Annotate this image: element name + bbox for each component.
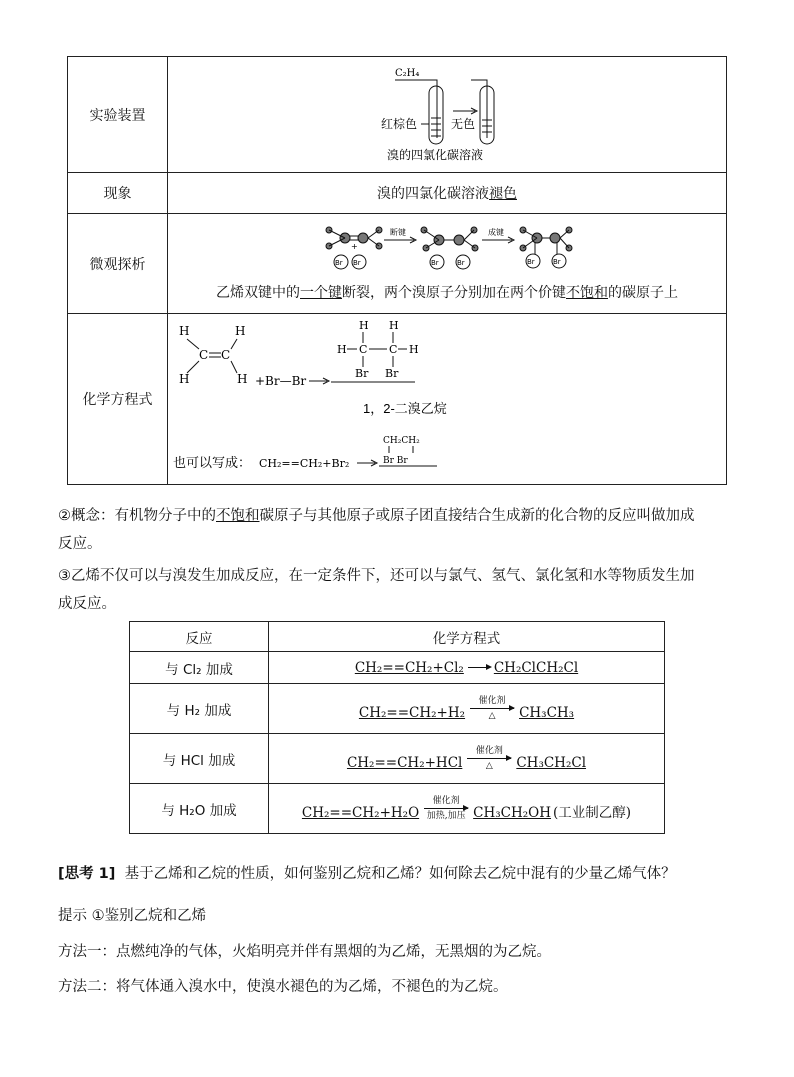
think-tag: [思考 1] — [58, 866, 116, 882]
svg-text:Br: Br — [431, 258, 439, 267]
form-bond-label: 成键 — [488, 227, 504, 237]
alt-equation: CH₂==CH₂+Br₂ — [259, 457, 350, 470]
left-color: 红棕色 — [381, 117, 418, 131]
table-row: 与 H₂ 加成 CH₂==CH₂+H₂ 催化剂 △ CH₃CH₃ — [130, 684, 665, 734]
svg-text:Br Br: Br Br — [383, 456, 408, 466]
plus-br2: +Br—Br — [255, 374, 307, 388]
label-equation: 化学方程式 — [68, 314, 168, 485]
addition-reactions-table — [129, 621, 665, 834]
other-additions-paragraph: ③乙烯不仅可以与溴发生加成反应，在一定条件下，还可以与氯气、氢气、氯化氢和水等物质发生加 成反应。 — [58, 568, 695, 612]
header-equation: 化学方程式 — [269, 622, 665, 652]
svg-text:Br: Br — [385, 367, 399, 380]
svg-text:+: + — [351, 241, 358, 251]
phenomenon-cell: 溴的四氯化碳溶液褪色 — [168, 173, 727, 214]
method-two: 方法二：将气体通入溴水中，使溴水褪色的为乙烯，不褪色的为乙烷。 — [58, 979, 508, 995]
svg-text:C: C — [389, 343, 398, 356]
svg-text:H: H — [389, 319, 399, 332]
svg-text:H: H — [179, 324, 190, 338]
svg-text:Br: Br — [355, 367, 369, 380]
svg-text:Br: Br — [457, 258, 465, 267]
experiment-table — [67, 56, 727, 485]
svg-text:H: H — [235, 324, 246, 338]
svg-text:H: H — [359, 319, 369, 332]
svg-text:H: H — [337, 343, 347, 356]
svg-text:H: H — [237, 372, 248, 386]
svg-text:C: C — [199, 348, 209, 362]
svg-text:Br: Br — [335, 258, 343, 267]
left-test-tube — [429, 86, 443, 144]
break-bond-label: 断键 — [390, 227, 406, 237]
svg-text:CH₂CH₂: CH₂CH₂ — [383, 436, 420, 446]
svg-text:C: C — [221, 348, 231, 362]
table-row: 与 H₂O 加成 CH₂==CH₂+H₂O 催化剂 加热,加压 CH₃CH₂OH (工业制乙醇) — [130, 784, 665, 834]
apparatus-figure — [168, 57, 727, 173]
table-row: 与 HCl 加成 CH₂==CH₂+HCl 催化剂 △ CH₃CH₂Cl — [130, 734, 665, 784]
apparatus-caption: 溴的四氯化碳溶液 — [387, 148, 484, 162]
table-row: 与 Cl₂ 加成 CH₂==CH₂+Cl₂ CH₂ClCH₂Cl — [130, 652, 665, 684]
hint-line: 提示 ①鉴别乙烷和乙烯 — [58, 908, 207, 924]
micro-cell — [168, 214, 727, 314]
header-reaction: 反应 — [130, 622, 269, 652]
svg-text:C: C — [359, 343, 368, 356]
micro-description: 乙烯双键中的一个键断裂，两个溴原子分别加在两个价键不饱和的碳原子上 — [216, 284, 678, 301]
method-one: 方法一：点燃纯净的气体，火焰明亮并伴有黑烟的为乙烯，无黑烟的为乙烷。 — [58, 944, 551, 960]
equation-cell — [168, 314, 727, 485]
label-micro: 微观探析 — [68, 214, 168, 314]
svg-text:Br: Br — [527, 257, 535, 266]
svg-text:H: H — [409, 343, 419, 356]
label-apparatus: 实验装置 — [68, 57, 168, 173]
gas-label: C₂H₄ — [395, 68, 420, 79]
label-phenomenon: 现象 — [68, 173, 168, 214]
product-name: 1，2-二溴乙烷 — [363, 401, 447, 416]
bromination-equation — [169, 315, 725, 483]
alt-prefix: 也可以写成： — [173, 455, 252, 470]
think-question: [思考 1] 基于乙烯和乙烷的性质，如何鉴别乙烷和乙烯？如何除去乙烷中混有的少量乙烯气体？ — [58, 866, 676, 882]
concept-paragraph: ②概念：有机物分子中的不饱和碳原子与其他原子或原子团直接结合生成新的化合物的反应叫做加成 反应。 — [58, 508, 695, 552]
right-color: 无色 — [451, 117, 476, 131]
svg-text:Br: Br — [553, 257, 561, 266]
micro-model-figure — [169, 216, 725, 276]
svg-text:Br: Br — [353, 258, 361, 267]
svg-text:H: H — [179, 372, 190, 386]
